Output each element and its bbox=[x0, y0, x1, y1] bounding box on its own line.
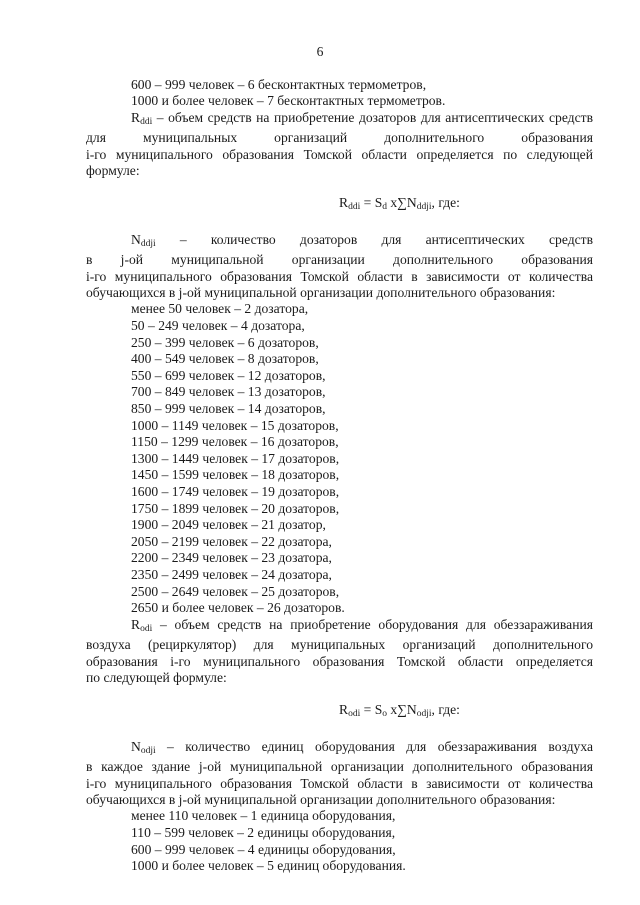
list-item: 1750 – 1899 человек – 20 дозаторов, bbox=[131, 500, 340, 516]
formula-part: = S bbox=[360, 195, 383, 211]
formula-subscript: ddji bbox=[416, 202, 432, 213]
definition-text: – количество единиц оборудования для обеззараживания воздуха bbox=[155, 738, 593, 754]
dispensers-list bbox=[86, 301, 593, 616]
symbol-subscript: ddji bbox=[140, 238, 156, 249]
list-item: 1300 – 1449 человек – 17 дозаторов, bbox=[131, 450, 340, 466]
list-item: менее 50 человек – 2 дозатора, bbox=[131, 301, 309, 317]
list-item: 250 – 399 человек – 6 дозаторов, bbox=[131, 334, 319, 350]
list-item: 110 – 599 человек – 2 единицы оборудования, bbox=[131, 825, 396, 840]
symbol-subscript: odji bbox=[140, 745, 156, 756]
definition-line: обучающихся в j-ой муниципальной организации дополнительного образования: bbox=[86, 792, 556, 807]
definition-line: i-го муниципального образования Томской области в зависимости от количества bbox=[86, 775, 593, 791]
formula-part: x∑N bbox=[387, 195, 417, 211]
symbol: N bbox=[131, 738, 141, 754]
list-item: 1000 – 1149 человек – 15 дозаторов, bbox=[131, 417, 339, 433]
definition-line bbox=[86, 232, 593, 252]
formula-rodi bbox=[86, 702, 593, 722]
page-number: 6 bbox=[316, 44, 324, 59]
list-item: 2500 – 2649 человек – 25 дозаторов, bbox=[131, 583, 340, 599]
symbol: R bbox=[131, 109, 141, 125]
definition-line: i-го муниципального образования Томской области в зависимости от количества bbox=[86, 268, 593, 284]
list-item: 400 – 549 человек – 8 дозаторов, bbox=[131, 351, 319, 367]
formula-part: , где: bbox=[431, 195, 460, 211]
formula-part: , где: bbox=[431, 702, 460, 718]
definition-line: i-го муниципального образования Томской области определяется по следующей bbox=[86, 146, 593, 162]
formula-part: x∑N bbox=[387, 702, 417, 718]
list-item: 50 – 249 человек – 4 дозатора, bbox=[131, 318, 305, 334]
symbol-subscript: odi bbox=[140, 623, 153, 634]
list-item: 1600 – 1749 человек – 19 дозаторов, bbox=[131, 484, 340, 499]
symbol: R bbox=[131, 616, 141, 632]
list-item: 550 – 699 человек – 12 дозаторов, bbox=[131, 367, 326, 383]
list-item: 2650 и более человек – 26 дозаторов. bbox=[131, 600, 345, 616]
definition-line bbox=[86, 617, 593, 637]
definition-line: в каждое здание j-ой муниципальной организации дополнительного образования bbox=[86, 759, 593, 775]
list-item: 1150 – 1299 человек – 16 дозаторов, bbox=[131, 434, 339, 450]
formula-symbol: R bbox=[339, 195, 349, 211]
definition-line: воздуха (рециркулятор) для муниципальных организаций дополнительного bbox=[86, 637, 593, 653]
definition-line: для муниципальных организаций дополнительного образования bbox=[86, 130, 593, 146]
list-item: 600 – 999 человек – 4 единицы оборудования, bbox=[131, 841, 396, 857]
list-item: 1450 – 1599 человек – 18 дозаторов, bbox=[131, 467, 340, 483]
definition-text: – количество дозаторов для антисептических средств bbox=[155, 231, 593, 247]
definition-line: по следующей формуле: bbox=[86, 669, 227, 685]
list-item: менее 110 человек – 1 единица оборудования, bbox=[131, 808, 396, 824]
definition-text: – объем средств на приобретение оборудования для обеззараживания bbox=[152, 616, 593, 632]
formula-subscript: odi bbox=[348, 709, 361, 720]
thermometers-list-tail bbox=[86, 77, 593, 110]
list-item: 2200 – 2349 человек – 23 дозатора, bbox=[131, 550, 332, 566]
list-item: 2050 – 2199 человек – 22 дозатора, bbox=[131, 533, 332, 549]
definition-text: – объем средств на приобретение дозаторов для антисептических средств bbox=[152, 109, 593, 125]
list-item: 600 – 999 человек – 6 бесконтактных термометров, bbox=[131, 77, 427, 92]
definition-line: образования i-го муниципального образования Томской области определяется bbox=[86, 653, 593, 669]
symbol: N bbox=[131, 231, 141, 247]
formula-subscript: d bbox=[382, 202, 388, 213]
formula-symbol: R bbox=[339, 702, 349, 718]
formula-subscript: o bbox=[382, 709, 388, 720]
definition-line: в j-ой муниципальной организации дополнительного образования bbox=[86, 252, 593, 268]
list-item: 1900 – 2049 человек – 21 дозатор, bbox=[131, 517, 326, 533]
definition-line: формуле: bbox=[86, 163, 140, 179]
list-item: 1000 и более человек – 7 бесконтактных термометров. bbox=[131, 93, 446, 109]
definition-line bbox=[86, 739, 593, 759]
definition-line bbox=[86, 110, 593, 130]
symbol-subscript: ddi bbox=[140, 116, 153, 127]
formula-part: = S bbox=[360, 702, 383, 718]
formula-subscript: odji bbox=[416, 709, 432, 720]
page-content bbox=[86, 77, 593, 875]
rddi-definition bbox=[86, 110, 593, 180]
equipment-list bbox=[86, 808, 593, 874]
list-item: 1000 и более человек – 5 единиц оборудования. bbox=[131, 858, 406, 874]
formula-subscript: ddi bbox=[348, 202, 361, 213]
formula-rddi bbox=[86, 195, 593, 215]
nddji-definition bbox=[86, 232, 593, 302]
list-item: 700 – 849 человек – 13 дозаторов, bbox=[131, 384, 326, 400]
list-item: 850 – 999 человек – 14 дозаторов, bbox=[131, 401, 326, 417]
list-item: 2350 – 2499 человек – 24 дозатора, bbox=[131, 566, 332, 582]
definition-line: обучающихся в j-ой муниципальной организации дополнительного образования: bbox=[86, 285, 556, 301]
rodi-definition bbox=[86, 617, 593, 687]
nodji-definition bbox=[86, 739, 593, 809]
